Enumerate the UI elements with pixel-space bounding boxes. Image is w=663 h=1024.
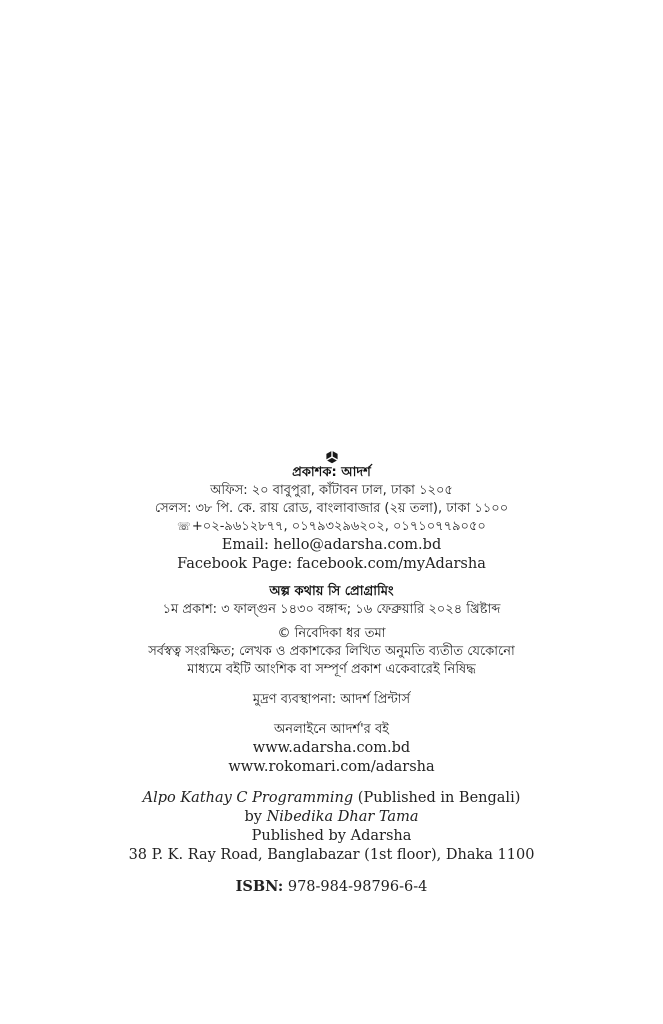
rights-reserved-line-2: মাধ্যমে বইটি আংশিক বা সম্পূর্ণ প্রকাশ একেবারেই নিষিদ্ধ: [187, 662, 476, 677]
facebook-line: Facebook Page: facebook.com/myAdarsha: [177, 556, 486, 572]
sales-address: সেলস: ৩৮ পি. কে. রায় রোড, বাংলাবাজার (২য় তলা), ঢাকা ১১০০: [154, 501, 509, 516]
online-books-heading: অনলাইনে আদর্শ'র বই: [274, 722, 389, 737]
adarsha-logo-icon: [325, 450, 339, 464]
online-link-adarsha[interactable]: www.adarsha.com.bd: [252, 740, 411, 756]
first-edition-line: ১ম প্রকাশ: ৩ ফাল্গুন ১৪৩০ বঙ্গাব্দ; ১৬ ফেব্রুয়ারি ২০২৪ খ্রিষ্টাব্দ: [162, 602, 501, 617]
online-link-rokomari[interactable]: www.rokomari.com/adarsha: [228, 759, 435, 775]
rights-reserved-line-1: সর্বস্বত্ব সংরক্ষিত; লেখক ও প্রকাশকের লিখিত অনুমতি ব্যতীত যেকোনো: [148, 644, 515, 659]
isbn-label: ISBN:: [235, 878, 284, 895]
english-title-note: (Published in Bengali): [353, 790, 521, 806]
book-title-bengali: অল্প কথায় সি প্রোগ্রামিং: [269, 584, 394, 599]
english-address-line: 38 P. K. Ray Road, Banglabazar (1st floor), Dhaka 1100: [128, 847, 535, 863]
phone-numbers-text: +০২-৯৬১২৮৭৭, ০১৭৯৩২৯৬২০২, ০১৭১০৭৭৯০৫০: [191, 519, 486, 534]
published-by-line: Published by Adarsha: [251, 828, 412, 844]
copyright-line: © নিবেদিকা ধর তমা: [277, 626, 386, 641]
office-address: অফিস: ২০ বাবুপুরা, কাঁটাবন ঢাল, ঢাকা ১২০৫: [210, 483, 453, 498]
english-title-line: [0, 789, 663, 808]
by-prefix: by: [244, 809, 267, 825]
phone-numbers: [0, 518, 663, 536]
english-author-name: Nibedika Dhar Tama: [266, 809, 419, 825]
isbn-line: [0, 877, 663, 897]
imprint-page: [0, 450, 663, 897]
english-author-line: [0, 808, 663, 827]
publisher-name: প্রকাশক: আদর্শ: [292, 465, 371, 480]
isbn-value: 978-984-98796-6-4: [283, 879, 428, 895]
phone-icon: ☏: [177, 520, 191, 533]
email-line: Email: hello@adarsha.com.bd: [221, 537, 442, 553]
printing-management-line: মুদ্রণ ব্যবস্থাপনা: আদর্শ প্রিন্টার্স: [252, 692, 411, 707]
english-book-title: Alpo Kathay C Programming: [142, 790, 354, 806]
